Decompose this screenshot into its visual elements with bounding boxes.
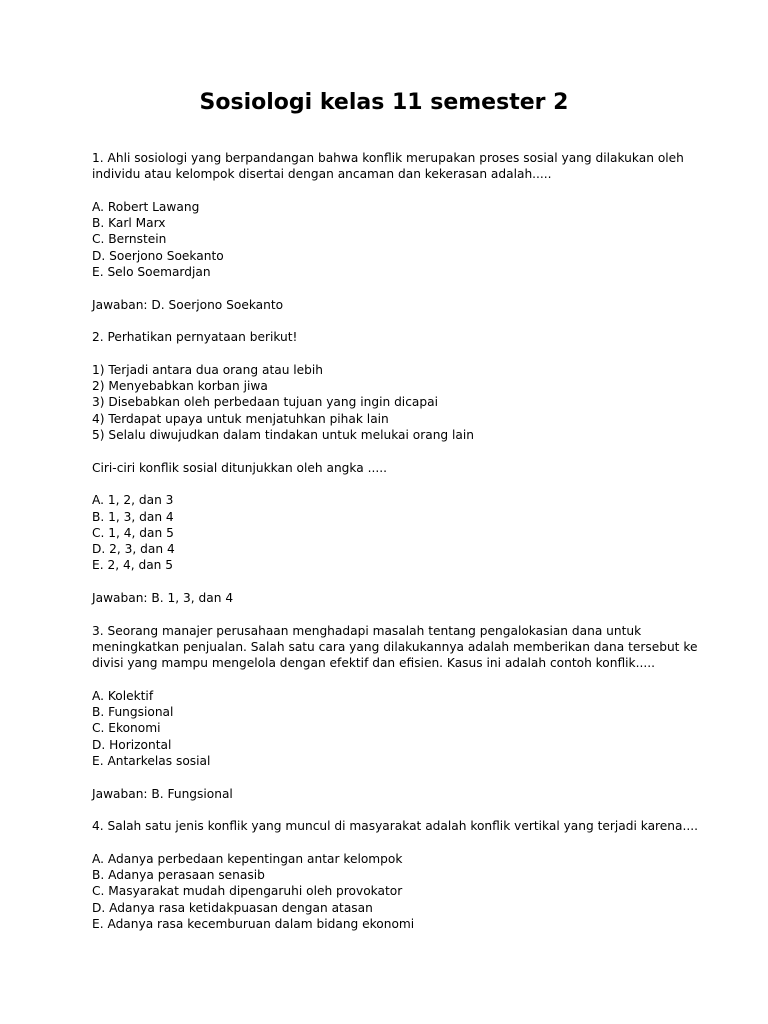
question-1-line-2: individu atau kelompok disertai dengan ancaman dan kekerasan adalah..... — [92, 167, 552, 182]
document-body — [92, 150, 698, 932]
question-3-option-a: A. Kolektif — [92, 688, 154, 703]
question-2-statement-4: 4) Terdapat upaya untuk menjatuhkan pihak lain — [92, 411, 389, 426]
question-2-statement-1: 1) Terjadi antara dua orang atau lebih — [92, 362, 324, 377]
question-3-option-d: D. Horizontal — [92, 737, 172, 752]
question-4-line: 4. Salah satu jenis konflik yang muncul di masyarakat adalah konflik vertikal yang terjadi karena.... — [92, 819, 698, 834]
question-3-line-1: 3. Seorang manajer perusahaan menghadapi masalah tentang pengalokasian dana untuk — [92, 623, 642, 638]
question-2-intro: 2. Perhatikan pernyataan berikut! — [92, 330, 298, 345]
question-2-option-c: C. 1, 4, dan 5 — [92, 525, 174, 540]
question-2-option-b: B. 1, 3, dan 4 — [92, 509, 174, 524]
question-2-question: Ciri-ciri konflik sosial ditunjukkan oleh angka ..... — [92, 460, 387, 475]
question-3-answer: Jawaban: B. Fungsional — [92, 786, 233, 801]
question-2-option-a: A. 1, 2, dan 3 — [92, 493, 174, 508]
question-1-option-d: D. Soerjono Soekanto — [92, 248, 224, 263]
question-2-statement-5: 5) Selalu diwujudkan dalam tindakan untuk melukai orang lain — [92, 428, 475, 443]
question-3-line-3: divisi yang mampu mengelola dengan efektif dan efisien. Kasus ini adalah contoh konflik..... — [92, 656, 655, 671]
page-title: Sosiologi kelas 11 semester 2 — [199, 90, 569, 115]
question-4-option-b: B. Adanya perasaan senasib — [92, 868, 265, 883]
question-4-option-e: E. Adanya rasa kecemburuan dalam bidang ekonomi — [92, 916, 415, 931]
question-2-statement-2: 2) Menyebabkan korban jiwa — [92, 379, 268, 394]
question-1-option-c: C. Bernstein — [92, 232, 167, 247]
question-1-option-a: A. Robert Lawang — [92, 199, 200, 214]
question-1-line-1: 1. Ahli sosiologi yang berpandangan bahwa konflik merupakan proses sosial yang dilakukan oleh — [92, 151, 684, 165]
question-3-option-e: E. Antarkelas sosial — [92, 753, 211, 768]
question-1-option-b: B. Karl Marx — [92, 216, 166, 231]
question-4-option-d: D. Adanya rasa ketidakpuasan dengan atasan — [92, 900, 373, 915]
question-2-answer: Jawaban: B. 1, 3, dan 4 — [92, 591, 234, 606]
question-1-option-e: E. Selo Soemardjan — [92, 265, 211, 280]
question-2-statement-3: 3) Disebabkan oleh perbedaan tujuan yang ingin dicapai — [92, 395, 438, 410]
question-1-answer: Jawaban: D. Soerjono Soekanto — [92, 297, 284, 312]
question-2-option-d: D. 2, 3, dan 4 — [92, 542, 175, 557]
question-3-option-c: C. Ekonomi — [92, 721, 161, 736]
question-4-option-a: A. Adanya perbedaan kepentingan antar kelompok — [92, 851, 403, 866]
question-3-option-b: B. Fungsional — [92, 705, 174, 720]
question-2-option-e: E. 2, 4, dan 5 — [92, 558, 174, 573]
question-4-option-c: C. Masyarakat mudah dipengaruhi oleh provokator — [92, 884, 403, 899]
question-3-line-2: meningkatkan penjualan. Salah satu cara yang dilakukannya adalah memberikan dana tersebut ke — [92, 639, 698, 654]
